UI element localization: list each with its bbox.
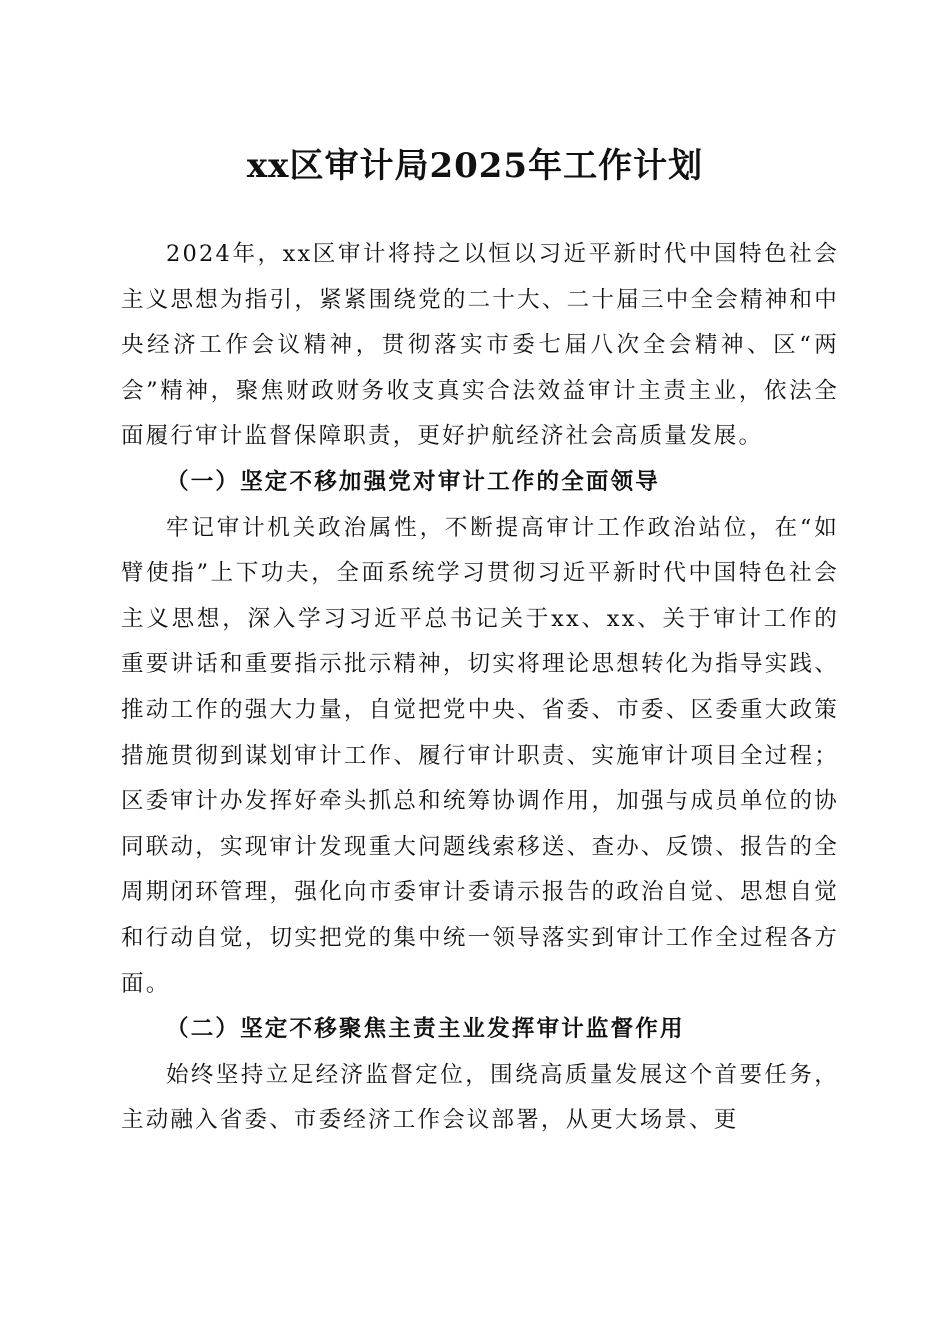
document-title: xx区审计局2025年工作计划 — [246, 146, 704, 186]
section-heading-1: （一）坚定不移加强党对审计工作的全面领导 — [166, 468, 661, 495]
intro-paragraph: 2024年，xx区审计将持之以恒以习近平新时代中国特色社会主义思想为指引，紧紧围绕党的二十大、二十届三中全会精神和中央经济工作会议精神，贯彻落实市委七届八次全会精神、区“两会”精神，聚焦财政财务收支真实合法效益审计主责主业，依法全面履行审计监督保障职责，更好护航经济社会高质量发展。 — [121, 241, 839, 450]
section-paragraph-1: 牢记审计机关政治属性，不断提高审计工作政治站位，在“如臂使指”上下功夫，全面系统学习贯彻习近平新时代中国特色社会主义思想，深入学习习近平总书记关于xx、xx、关于审计工作的重要讲话和重要指示批示精神，切实将理论思想转化为指导实践、推动工作的强大力量，自觉把党中央、省委、市委、区委重大政策措施贯彻到谋划审计工作、履行审计职责、实施审计项目全过程；区委审计办发挥好牵头抓总和统筹协调作用，加强与成员单位的协同联动，实现审计发现重大问题线索移送、查办、反馈、报告的全周期闭环管理，强化向市委审计委请示报告的政治自觉、思想自觉和行动自觉，切实把党的集中统一领导落实到审计工作全过程各方面。 — [121, 514, 839, 997]
section-paragraph-2: 始终坚持立足经济监督定位，围绕高质量发展这个首要任务，主动融入省委、市委经济工作会议部署，从更大场景、更 — [121, 1061, 839, 1134]
section-heading-2: （二）坚定不移聚焦主责主业发挥审计监督作用 — [166, 1016, 685, 1043]
document-body — [121, 232, 839, 1144]
